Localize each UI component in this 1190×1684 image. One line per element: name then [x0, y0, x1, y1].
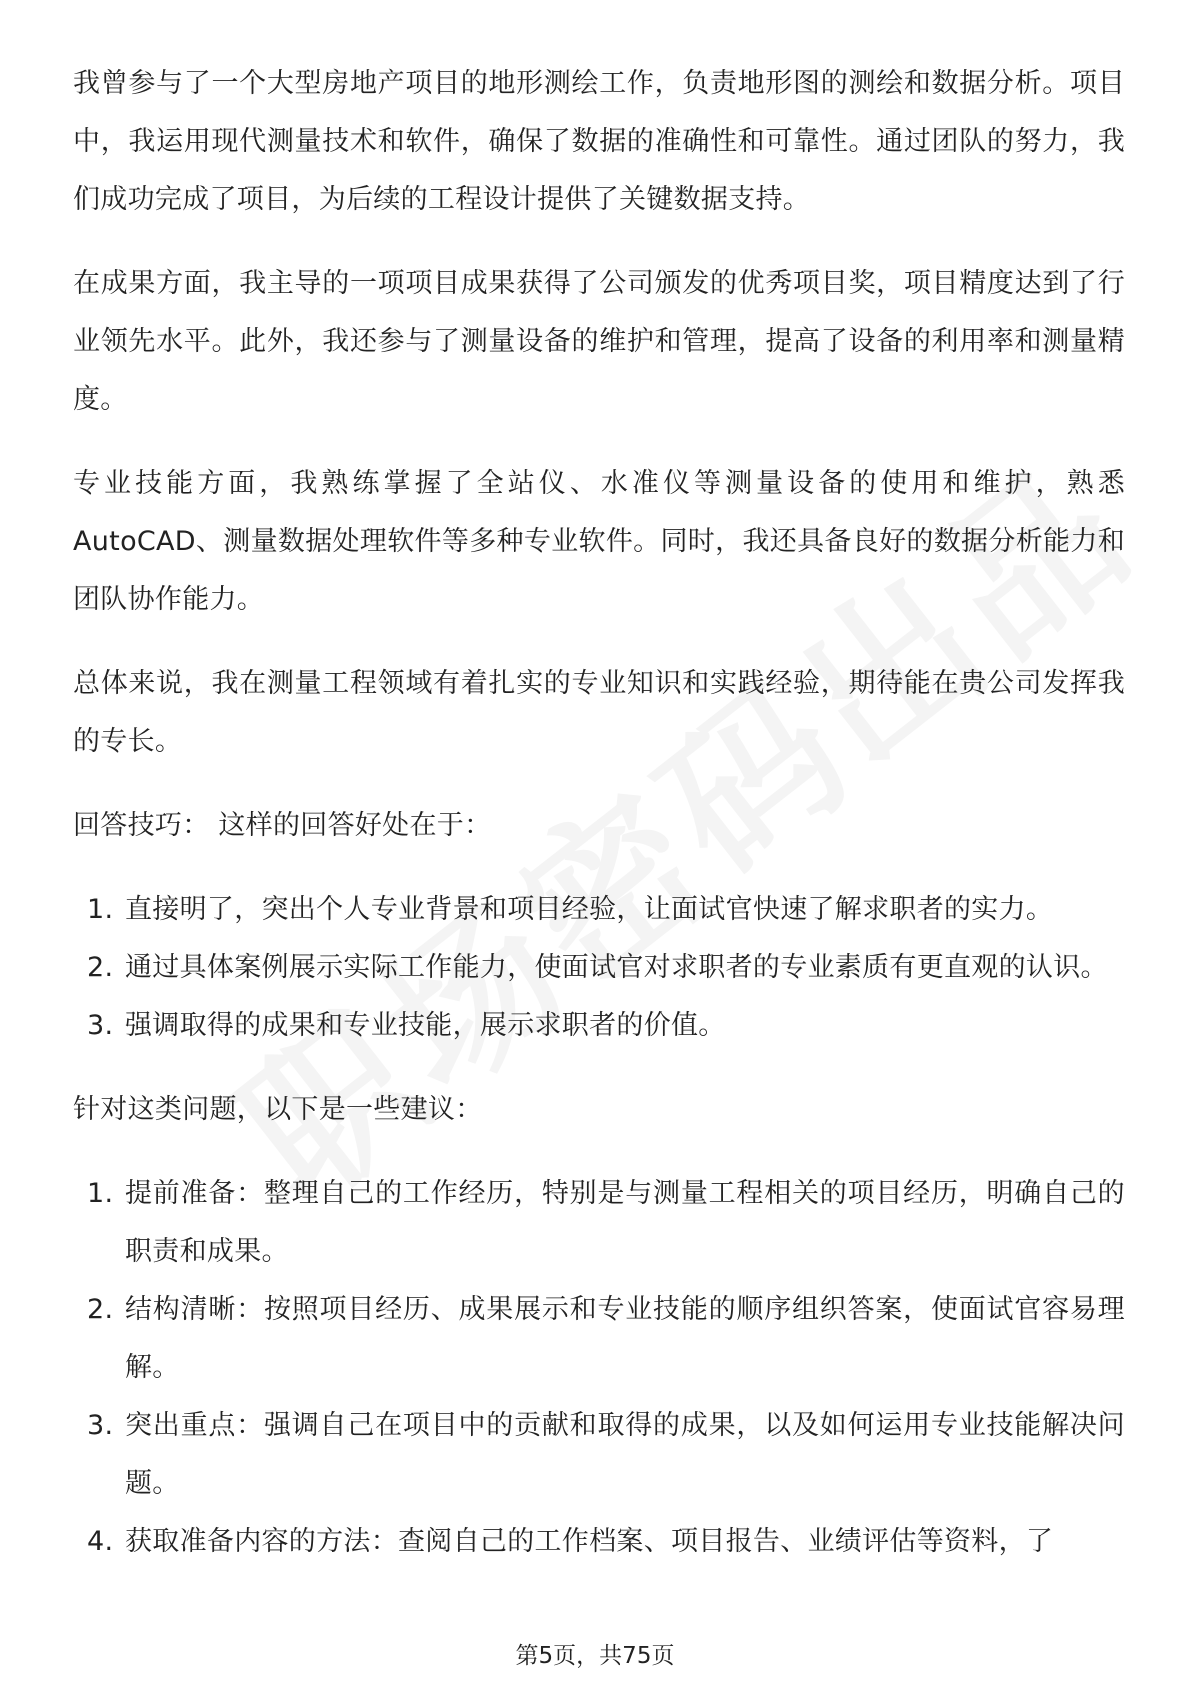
- list-item: [73, 1165, 1125, 1281]
- list-item: [73, 1281, 1125, 1397]
- list-number: 2.: [87, 1294, 114, 1325]
- list-item: [73, 881, 1125, 939]
- list-item-text: 提前准备：整理自己的工作经历，特别是与测量工程相关的项目经历，明确自己的职责和成果。: [125, 1178, 1125, 1267]
- list-item-text: 强调取得的成果和专业技能，展示求职者的价值。: [125, 1010, 726, 1041]
- list-item-text: 突出重点：强调自己在项目中的贡献和取得的成果，以及如何运用专业技能解决问题。: [125, 1410, 1125, 1499]
- list-number: 1.: [87, 1178, 114, 1209]
- page-footer: 第5页，共75页: [515, 1643, 675, 1669]
- list-item-text: 直接明了，突出个人专业背景和项目经验，让面试官快速了解求职者的实力。: [125, 894, 1054, 925]
- list-item-text: 结构清晰：按照项目经历、成果展示和专业技能的顺序组织答案，使面试官容易理解。: [125, 1294, 1125, 1383]
- list-number: 3.: [87, 1010, 114, 1041]
- advice-list: [73, 1165, 1125, 1571]
- list-item: [73, 1513, 1125, 1571]
- list-number: 2.: [87, 952, 114, 983]
- list-item: [73, 939, 1125, 997]
- list-item-text: 获取准备内容的方法：查阅自己的工作档案、项目报告、业绩评估等资料，了: [125, 1526, 1054, 1557]
- list-item: [73, 1397, 1125, 1513]
- document-body: [73, 55, 1125, 1597]
- paragraph-skills: 专业技能方面，我熟练掌握了全站仪、水准仪等测量设备的使用和维护，熟悉AutoCAD、测量数据处理软件等多种专业软件。同时，我还具备良好的数据分析能力和团队协作能力。: [73, 468, 1125, 615]
- advice-heading: 针对这类问题，以下是一些建议：: [73, 1094, 483, 1125]
- tips-list: [73, 881, 1125, 1055]
- paragraph-project-experience: 我曾参与了一个大型房地产项目的地形测绘工作，负责地形图的测绘和数据分析。项目中，我运用现代测量技术和软件，确保了数据的准确性和可靠性。通过团队的努力，我们成功完成了项目，为后续的工程设计提供了关键数据支持。: [73, 68, 1125, 215]
- list-item: [73, 997, 1125, 1055]
- tips-heading: 回答技巧： 这样的回答好处在于：: [73, 810, 492, 841]
- paragraph-summary: 总体来说，我在测量工程领域有着扎实的专业知识和实践经验，期待能在贵公司发挥我的专长。: [73, 668, 1125, 757]
- list-item-text: 通过具体案例展示实际工作能力，使面试官对求职者的专业素质有更直观的认识。: [125, 952, 1108, 983]
- paragraph-achievements: 在成果方面，我主导的一项项目成果获得了公司颁发的优秀项目奖，项目精度达到了行业领先水平。此外，我还参与了测量设备的维护和管理，提高了设备的利用率和测量精度。: [73, 268, 1125, 415]
- list-number: 1.: [87, 894, 114, 925]
- list-number: 4.: [87, 1526, 114, 1557]
- list-number: 3.: [87, 1410, 114, 1441]
